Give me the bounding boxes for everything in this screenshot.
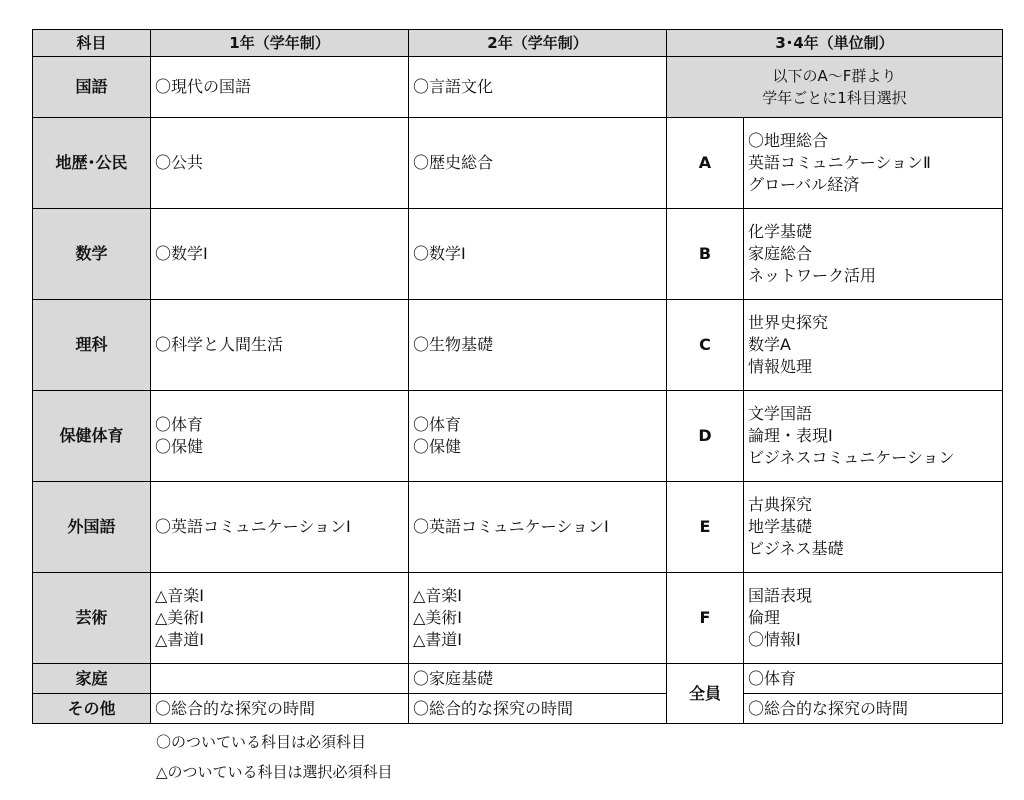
group-label-a: A [667,118,744,209]
year1-course [151,391,409,482]
year2-course: 〇家庭基礎 [409,664,667,694]
year1-course: 〇現代の国語 [151,57,409,118]
course-item: 情報処理 [748,357,813,376]
course-item: △美術Ⅰ [413,608,463,627]
year1-course: 〇公共 [151,118,409,209]
all-course: 〇総合的な探究の時間 [744,694,1003,724]
course-item: ビジネスコミュニケーション [748,448,955,467]
curriculum-table [32,29,1003,724]
course-item: 地学基礎 [748,517,813,536]
elective-note-line: 以下のA～F群より [772,67,897,85]
subject-name: 保健体育 [33,391,151,482]
table-row [33,209,1003,300]
group-label-b: B [667,209,744,300]
course-item: 古典探究 [748,495,813,514]
table-row [33,694,1003,724]
subject-name: 理科 [33,300,151,391]
subject-name: 地歴･公民 [33,118,151,209]
course-item: 倫理 [748,608,781,627]
course-item: グローバル経済 [748,175,860,194]
group-label-all: 全員 [667,664,744,724]
group-f-courses [744,573,1003,664]
group-c-courses [744,300,1003,391]
year1-course: 〇数学Ⅰ [151,209,409,300]
course-item: 英語コミュニケーションⅡ [748,153,931,172]
subject-name: 国語 [33,57,151,118]
course-item: △書道Ⅰ [413,630,463,649]
group-label-c: C [667,300,744,391]
course-item: 家庭総合 [748,244,813,263]
group-label-f: F [667,573,744,664]
table-row [33,391,1003,482]
year2-course: 〇歴史総合 [409,118,667,209]
course-item: △音楽Ⅰ [155,586,205,605]
course-item: △書道Ⅰ [155,630,205,649]
course-item: 〇体育 [413,415,462,434]
course-item: 世界史探究 [748,313,829,332]
year2-course: 〇生物基礎 [409,300,667,391]
all-course: 〇体育 [744,664,1003,694]
header-row [33,30,1003,57]
group-b-courses [744,209,1003,300]
group-label-e: E [667,482,744,573]
year2-course: 〇数学Ⅰ [409,209,667,300]
subject-name: 芸術 [33,573,151,664]
header-subject: 科目 [33,30,151,57]
course-item: 数学A [748,335,791,354]
footnote-elective-required: △のついている科目は選択必須科目 [156,763,393,781]
header-year34: 3･4年（単位制） [667,30,1003,57]
subject-name: 数学 [33,209,151,300]
table-row [33,573,1003,664]
course-item: 〇情報Ⅰ [748,630,801,649]
table-row [33,57,1003,118]
table-row [33,482,1003,573]
subject-name: 家庭 [33,664,151,694]
year1-course: 〇科学と人間生活 [151,300,409,391]
course-item: 〇体育 [155,415,204,434]
year2-course [409,391,667,482]
group-d-courses [744,391,1003,482]
table-row [33,300,1003,391]
header-year1: 1年（学年制） [151,30,409,57]
subject-name: その他 [33,694,151,724]
header-year2: 2年（学年制） [409,30,667,57]
year2-course: 〇総合的な探究の時間 [409,694,667,724]
course-item: 〇地理総合 [748,131,829,150]
group-e-courses [744,482,1003,573]
course-item: 国語表現 [748,586,813,605]
elective-note [667,57,1003,118]
course-item: 文学国語 [748,404,813,423]
table-row [33,118,1003,209]
course-item: 化学基礎 [748,222,813,241]
elective-note-line: 学年ごとに1科目選択 [762,89,907,107]
course-item: 〇保健 [413,437,462,456]
year2-course: 〇言語文化 [409,57,667,118]
course-item: 論理・表現Ⅰ [748,426,833,445]
year1-course [151,664,409,694]
footnote-required: 〇のついている科目は必須科目 [156,733,367,751]
group-a-courses [744,118,1003,209]
year1-course [151,573,409,664]
year2-course [409,573,667,664]
course-item: ビジネス基礎 [748,539,844,558]
table-row [33,664,1003,694]
year2-course: 〇英語コミュニケーションⅠ [409,482,667,573]
group-label-d: D [667,391,744,482]
course-item: ネットワーク活用 [748,266,877,285]
course-item: △美術Ⅰ [155,608,205,627]
subject-name: 外国語 [33,482,151,573]
year1-course: 〇総合的な探究の時間 [151,694,409,724]
course-item: 〇保健 [155,437,204,456]
year1-course: 〇英語コミュニケーションⅠ [151,482,409,573]
course-item: △音楽Ⅰ [413,586,463,605]
